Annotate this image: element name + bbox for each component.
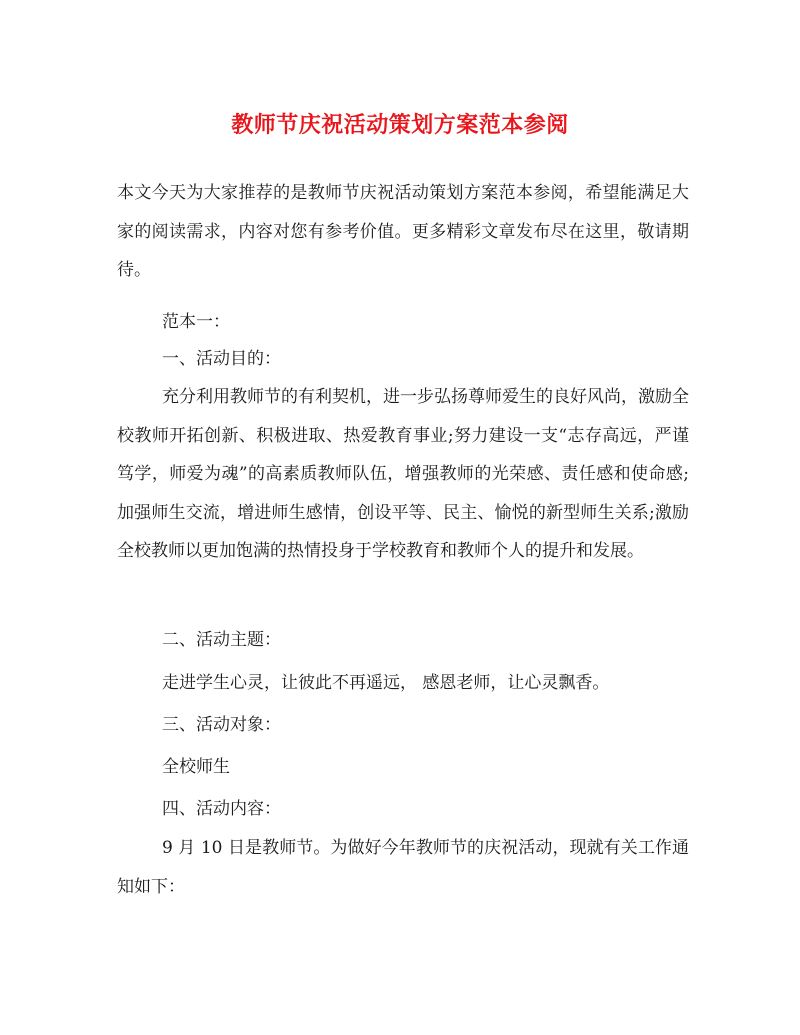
- intro-paragraph: 本文今天为大家推荐的是教师节庆祝活动策划方案范本参阅，希望能满足大家的阅读需求，内容对您有参考价值。更多精彩文章发布尽在这里，敬请期待。: [117, 183, 689, 280]
- section-2-heading: 二、活动主题：: [162, 630, 281, 650]
- sample-label: 范本一：: [162, 312, 230, 332]
- section-4-body: 9 月 10 日是教师节。为做好今年教师节的庆祝活动，现就有关工作通知如下：: [117, 838, 689, 897]
- document-title: 教师节庆祝活动策划方案范本参阅: [231, 112, 569, 138]
- section-2-body: 走进学生心灵，让彼此不再遥远， 感恩老师，让心灵飘香。: [162, 673, 610, 693]
- section-3-body: 全校师生: [162, 757, 230, 777]
- section-1-heading: 一、活动目的：: [162, 349, 281, 369]
- section-3-heading: 三、活动对象：: [162, 715, 281, 735]
- section-4-heading: 四、活动内容：: [162, 799, 281, 819]
- section-1-body: 充分利用教师节的有利契机，进一步弘扬尊师爱生的良好风尚，激励全校教师开拓创新、积极进取、热爱教育事业;努力建设一支“志存高远，严谨笃学，师爱为魂”的高素质教师队伍，增强教师的光荣感、责任感和使命感;加强师生交流，增进师生感情，创设平等、民主、愉悦的新型师生关系;激励全校教师以更加饱满的热情投身于学校教育和教师个人的提升和发展。: [117, 387, 689, 561]
